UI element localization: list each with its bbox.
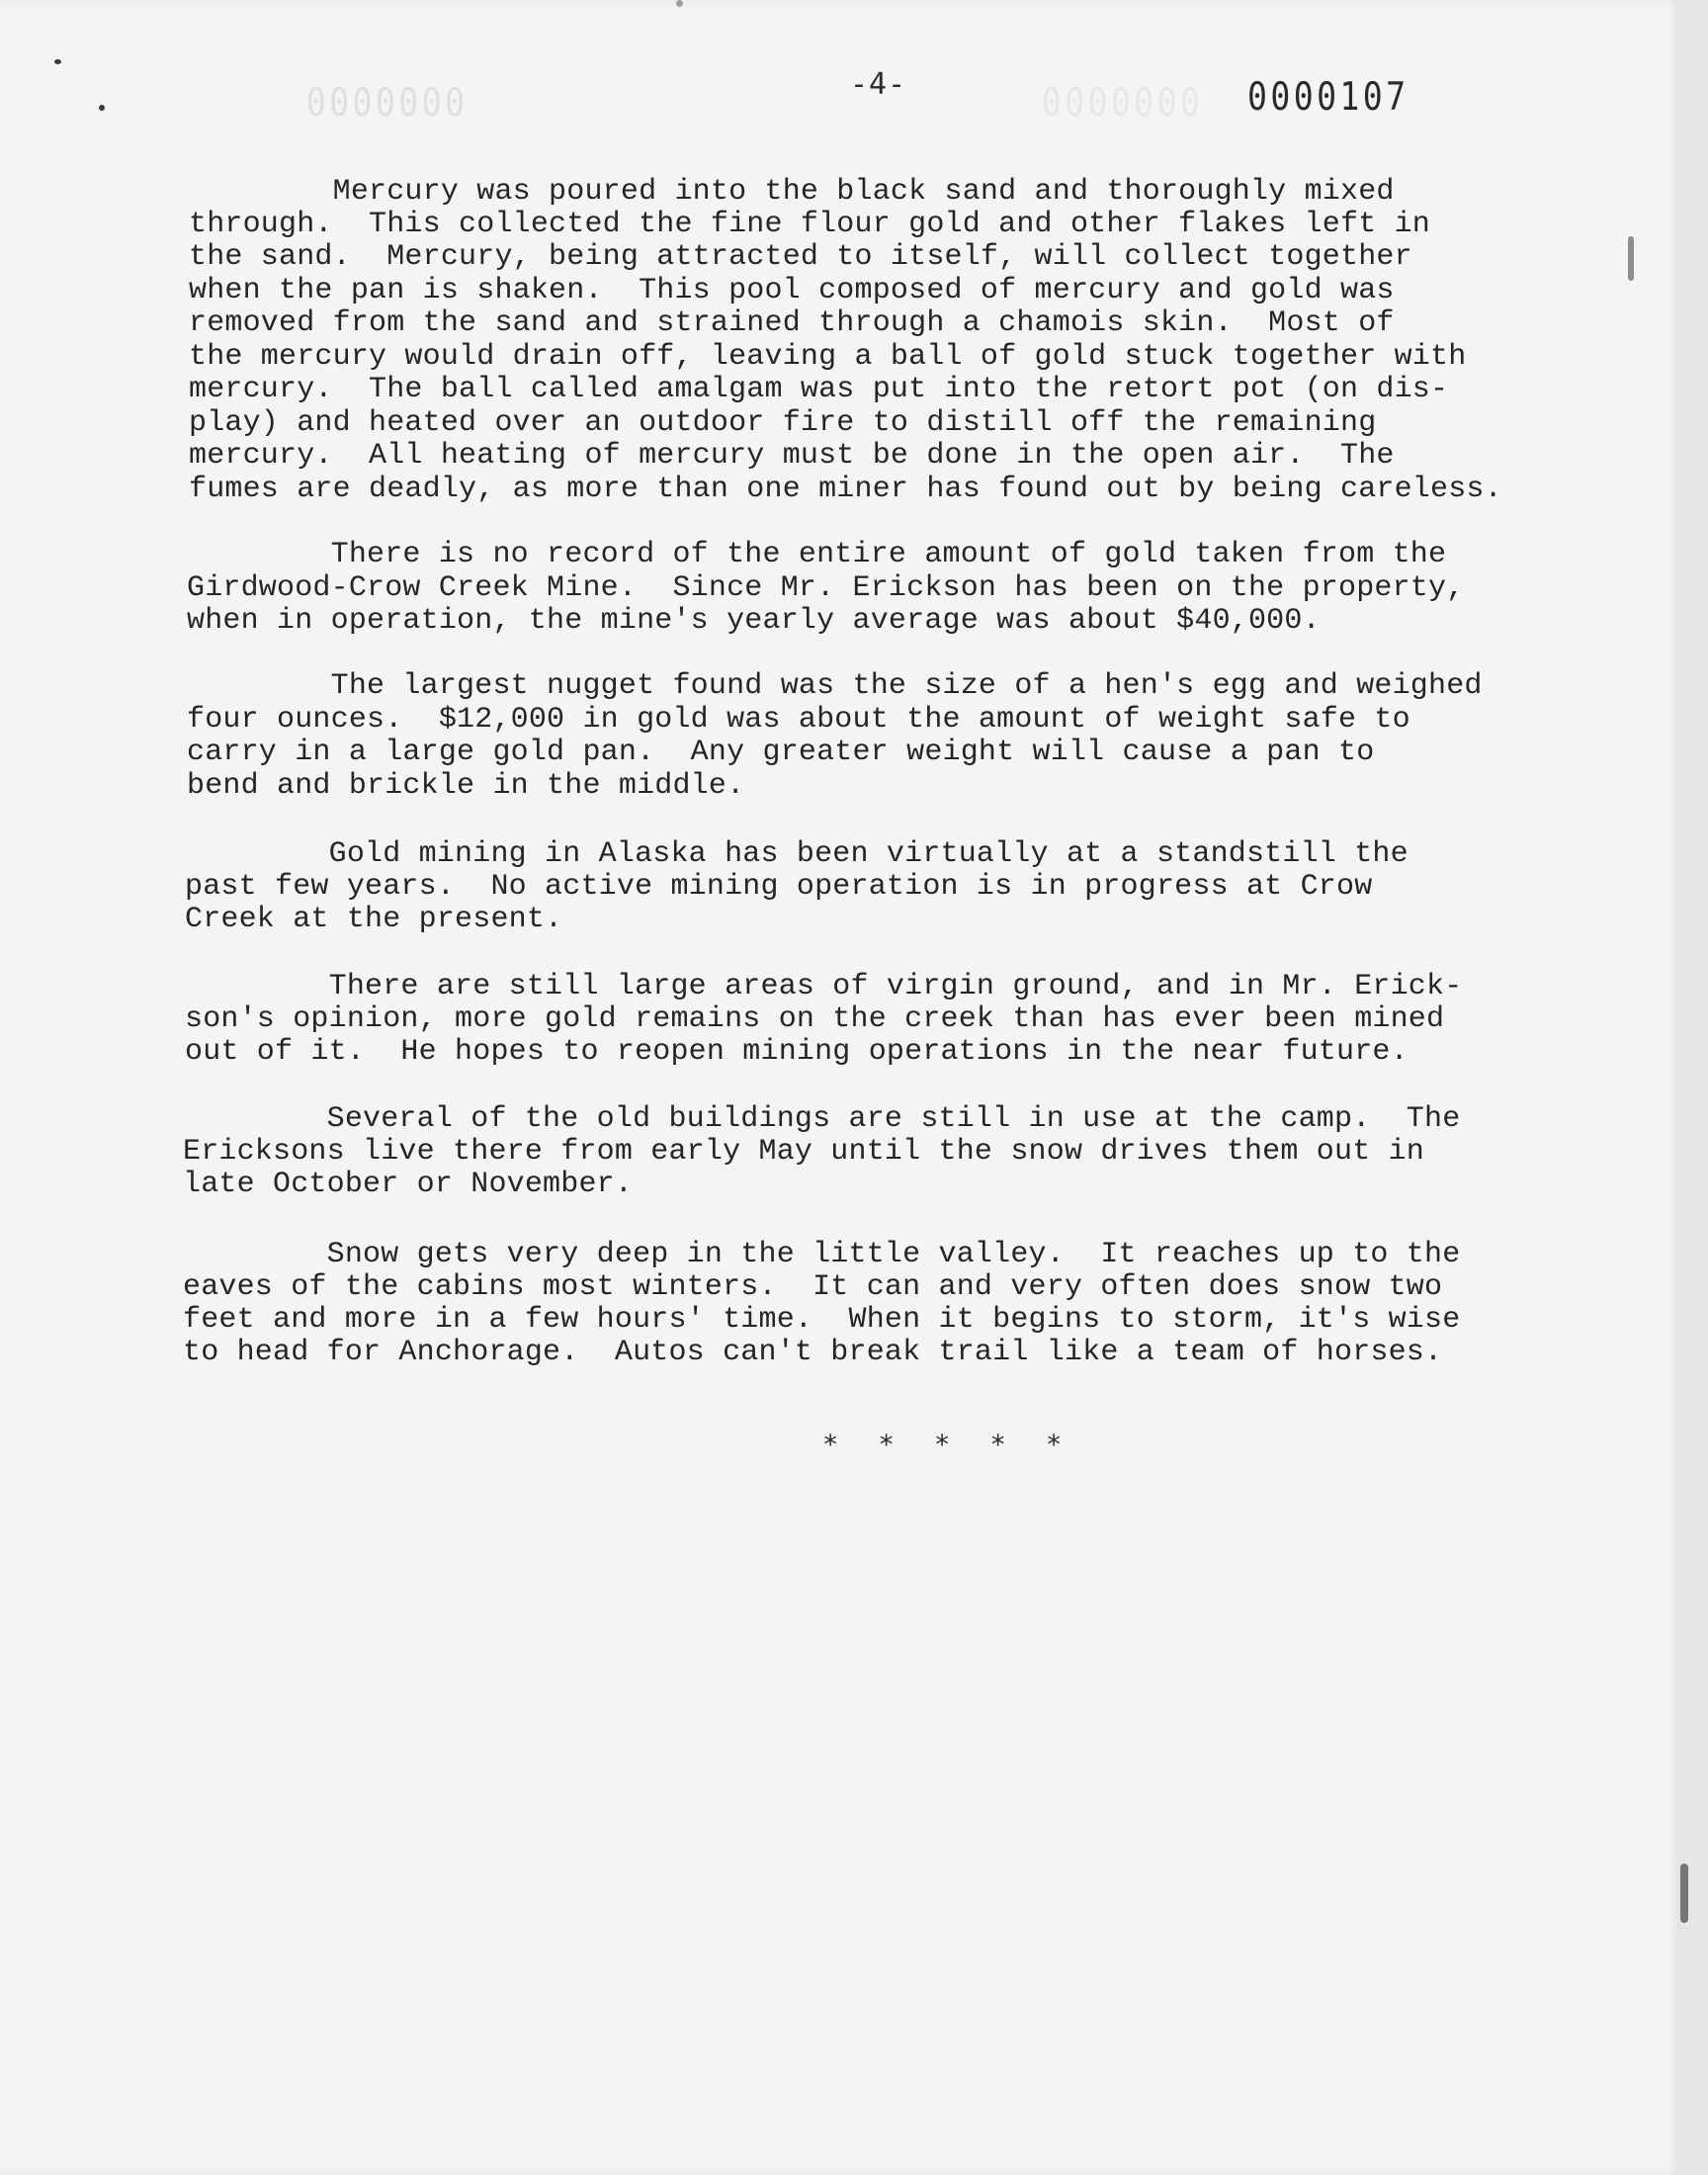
text-line: Mercury was poured into the black sand and thoroughly mixed [189,175,1395,209]
text-line: There is no record of the entire amount of gold taken from the [187,538,1447,571]
text-line: eaves of the cabins most winters. It can and very often does snow two [183,1270,1443,1304]
text-line: mercury. The ball called amalgam was put into the retort pot (on dis- [189,373,1449,406]
text-line: bend and brickle in the middle. [187,769,745,803]
text-line: The largest nugget found was the size of a hen's egg and weighed [187,669,1483,703]
text-line: Creek at the present. [185,903,563,936]
text-line: carry in a large gold pan. Any greater weight will cause a pan to [187,736,1375,769]
text-line: out of it. He hopes to reopen mining operations in the near future. [185,1035,1409,1069]
section-divider: * * * * * [822,1430,1074,1460]
text-line: There are still large areas of virgin ground, and in Mr. Erick- [185,970,1463,1003]
text-line: when the pan is shaken. This pool composed of mercury and gold was [189,274,1395,307]
text-line: past few years. No active mining operation is in progress at Crow [185,870,1373,904]
text-line: to head for Anchorage. Autos can't break trail like a team of horses. [183,1336,1443,1369]
text-line: removed from the sand and strained through a chamois skin. Most of [189,306,1395,340]
paper-speck [1628,236,1634,281]
text-line: mercury. All heating of mercury must be done in the open air. The [189,439,1395,473]
bleed-through-mark: 0000000 [302,81,465,126]
text-line: four ounces. $12,000 in gold was about the amount of weight safe to [187,703,1410,737]
paper-speck [99,105,105,111]
paper-speck [54,59,61,64]
text-line: fumes are deadly, as more than one miner has found out by being careless. [189,473,1502,506]
scan-border [1680,0,1708,2175]
text-line: the mercury would drain off, leaving a ball of gold stuck together with [189,340,1467,374]
text-line: Gold mining in Alaska has been virtually at a standstill the [185,837,1409,871]
page-number: -4- [850,67,907,102]
text-line: son's opinion, more gold remains on the creek than has ever been mined [185,1002,1445,1036]
text-line: Ericksons live there from early May until the snow drives them out in [183,1135,1425,1169]
paper-speck [676,0,683,7]
bleed-through-mark: 0000000 [1038,81,1200,126]
text-line: late October or November. [183,1168,634,1201]
text-line: play) and heated over an outdoor fire to distill off the remaining [189,406,1377,440]
document-id-stamp: 0000107 [1247,75,1409,120]
text-line: the sand. Mercury, being attracted to itself, will collect together [189,240,1412,274]
text-line: Girdwood-Crow Creek Mine. Since Mr. Erickson has been on the property, [187,571,1465,605]
text-line: through. This collected the fine flour gold and other flakes left in [189,208,1431,241]
text-line: when in operation, the mine's yearly average was about $40,000. [187,604,1321,638]
text-line: Snow gets very deep in the little valley. It reaches up to the [183,1238,1461,1271]
paper-speck [1680,1864,1688,1923]
text-line: feet and more in a few hours' time. When it begins to storm, it's wise [183,1303,1461,1337]
text-line: Several of the old buildings are still in use at the camp. The [183,1102,1461,1136]
